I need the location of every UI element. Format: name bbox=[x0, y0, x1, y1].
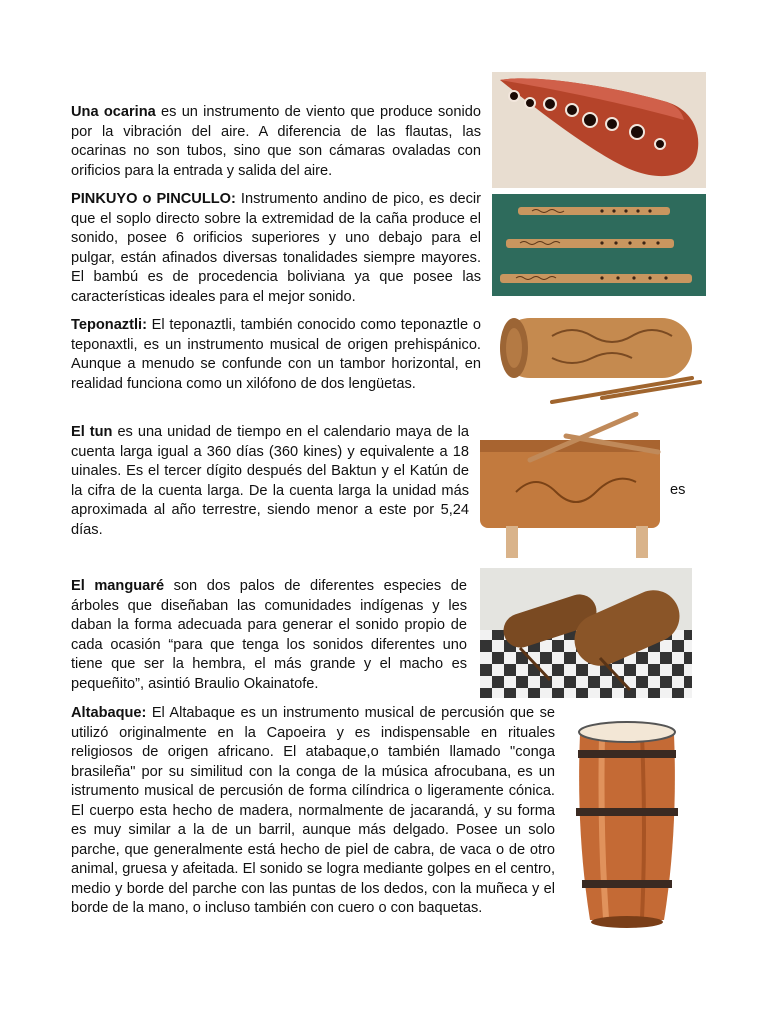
section-tun bbox=[71, 423, 469, 540]
term-teponaztli: Teponaztli: bbox=[71, 317, 147, 333]
tun-aside-text: es bbox=[670, 482, 686, 498]
term-pinkuyo: PINKUYO o PINCULLO: bbox=[71, 191, 236, 207]
manguare-image bbox=[480, 568, 692, 698]
term-ocarina: Una ocarina bbox=[71, 104, 156, 120]
atabaque-image bbox=[572, 712, 682, 934]
desc-manguare: son dos palos de diferentes especies de árboles que diseñaban las comunidades indígenas y les daban la forma adecuada para generar el sonido propio de cada ocasión “para que tenga los sonidos diferentes uno tiene que ser la hembra, el más grande y el macho es pequeñito”, asintió Braulio Okainatofe. bbox=[71, 578, 467, 692]
desc-tun: es una unidad de tiempo en el calendario maya de la cuenta larga igual a 360 días (360 kines) y equivalente a 18 uinales. Es el tercer dígito después del Baktun y el Katún de la cifra de la cuenta larga. De la cuenta larga la unidad más aproximada al año terrestre, siendo menor a este por 5,24 días. bbox=[71, 424, 469, 538]
term-manguare: El manguaré bbox=[71, 578, 165, 594]
tun-image bbox=[476, 412, 662, 560]
term-altabaque: Altabaque: bbox=[71, 705, 147, 721]
desc-altabaque: El Altabaque es un instrumento musical de percusión que se utilizó originalmente en la Capoeira y es indispensable en rituales religiosos de origen africano. El atabaque,o también llamado "conga brasileña" por su similitud con la conga de la música afrocubana, es un istrumento musical de percusión de forma cilíndrica o ligeramente cónica. El cuerpo esta hecho de madera, normalmente de jacarandá, y su forma es muy similar a la de un barril, aunque más delgado. Posee un solo parche, que generalmente está hecho de piel de cabra, de vaca o de otro animal, gruesa y afeitada. El sonido se logra mediante golpes en el centro, medio y borde del parche con las puntas de los dedos, con la muñeca y el borde de la mano, o incluso también con cuero o con baquetas. bbox=[71, 705, 555, 916]
desc-pinkuyo: Instrumento andino de pico, es decir que el soplo directo sobre la extremidad de la caña produce el sonido, posee 6 orificios superiores y uno debajo para el pulgar, están afinados diversas tonalidades siempre mayores. El bambú es de procedencia boliviana ya que posee las características ideales para el mejor sonido. bbox=[71, 191, 481, 305]
ocarina-image bbox=[492, 72, 706, 188]
term-tun: El tun bbox=[71, 424, 113, 440]
teponaztli-image bbox=[492, 306, 706, 412]
section-pinkuyo bbox=[71, 190, 481, 307]
section-altabaque bbox=[71, 704, 555, 919]
desc-teponaztli: El teponaztli, también conocido como teponaztle o teponaxtli, es un instrumento musical de origen prehispánico. Aunque a menudo se confunde con un tambor horizontal, en realidad funciona como un xilófono de dos lengüetas. bbox=[71, 317, 481, 392]
section-manguare bbox=[71, 577, 467, 694]
desc-ocarina: es un instrumento de viento que produce sonido por la vibración del aire. A diferencia de las flautas, las ocarinas no son tubos, sino que son cámaras ovaladas con orificios para la entrada y salida del aire. bbox=[71, 104, 481, 179]
section-teponaztli bbox=[71, 316, 481, 394]
section-ocarina bbox=[71, 103, 481, 181]
pinkuyo-image bbox=[492, 194, 706, 296]
